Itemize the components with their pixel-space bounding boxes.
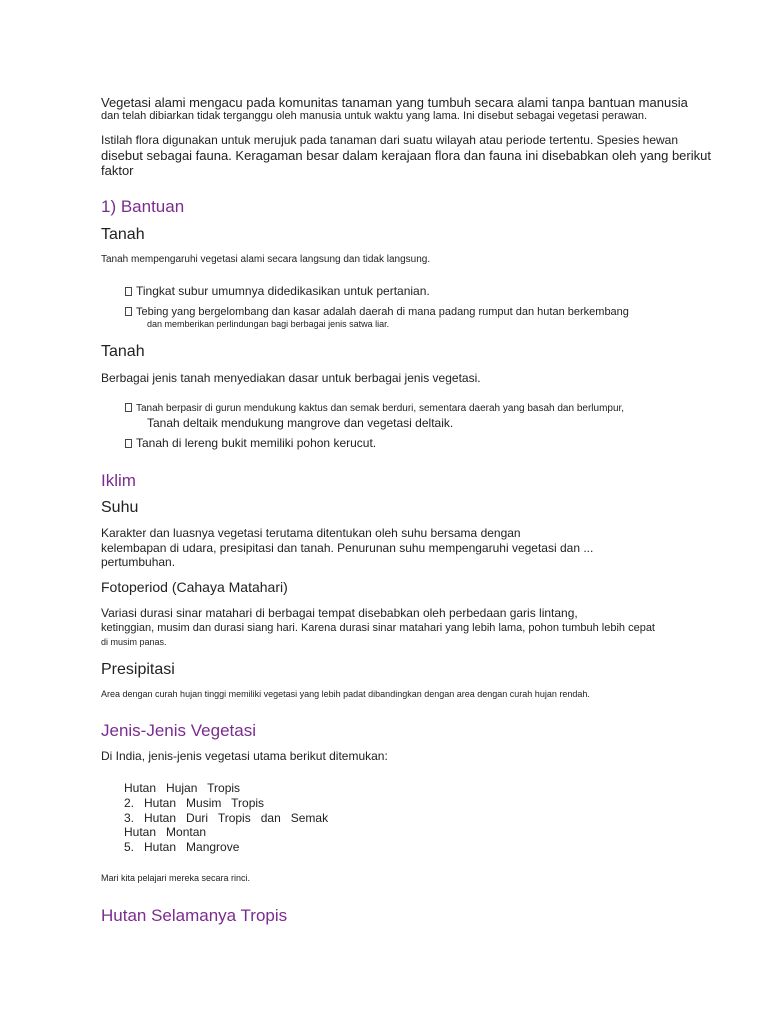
- intro-line-1: Vegetasi alami mengacu pada komunitas tanaman yang tumbuh secara alami tanpa bantuan manusia: [101, 95, 688, 110]
- heading-presipitasi: Presipitasi: [101, 661, 175, 678]
- suhu-line-2: kelembapan di udara, presipitasi dan tanah. Penurunan suhu mempengaruhi vegetasi dan ...: [101, 541, 594, 555]
- list-item: 2. Hutan Musim Tropis: [124, 796, 265, 810]
- suhu-line-3: pertumbuhan.: [101, 555, 176, 569]
- suhu-line-1: Karakter dan luasnya vegetasi terutama ditentukan oleh suhu bersama dengan: [101, 526, 521, 540]
- heading-iklim: Iklim: [101, 471, 136, 490]
- list-item: 5. Hutan Mangrove: [124, 840, 240, 854]
- list-item: Tanah berpasir di gurun mendukung kaktus dan semak berduri, sementara daerah yang basah dan berlumpur,: [125, 402, 624, 415]
- foto-line-3: di musim panas.: [101, 637, 167, 647]
- heading-hutan-selamanya-tropis: Hutan Selamanya Tropis: [101, 906, 288, 925]
- bullet-icon: [125, 439, 132, 448]
- list-item: 3. Hutan Duri Tropis dan Semak: [124, 811, 329, 825]
- intro-para2-line-2: disebut sebagai fauna. Keragaman besar dalam kerajaan flora dan fauna ini disebabkan oleh yang berikut: [101, 148, 711, 163]
- list-item: Tingkat subur umumnya didedikasikan untuk pertanian.: [125, 284, 430, 299]
- list-item: Tanah di lereng bukit memiliki pohon kerucut.: [125, 436, 376, 451]
- heading-tanah-2: Tanah: [101, 343, 145, 360]
- list-item-continuation: Tanah deltaik mendukung mangrove dan vegetasi deltaik.: [147, 416, 454, 430]
- list-item: Hutan Hujan Tropis: [124, 781, 241, 795]
- heading-tanah-1: Tanah: [101, 226, 145, 243]
- foto-line-1: Variasi durasi sinar matahari di berbagai tempat disebabkan oleh perbedaan garis lintang,: [101, 606, 578, 620]
- heading-bantuan: 1) Bantuan: [101, 197, 185, 216]
- list-item: Tebing yang bergelombang dan kasar adalah daerah di mana padang rumput dan hutan berkembang: [125, 305, 629, 319]
- presipitasi-text: Area dengan curah hujan tinggi memiliki vegetasi yang lebih padat dibandingkan dengan area dengan curah hujan rendah.: [101, 689, 590, 699]
- heading-jenis-vegetasi: Jenis-Jenis Vegetasi: [101, 721, 256, 740]
- bullet-icon: [125, 307, 132, 316]
- jenis-intro: Di India, jenis-jenis vegetasi utama berikut ditemukan:: [101, 749, 388, 763]
- intro-para2-line-1: Istilah flora digunakan untuk merujuk pada tanaman dari suatu wilayah atau periode tertentu. Spesies hewan: [101, 133, 679, 147]
- tanah-2-text: Berbagai jenis tanah menyediakan dasar untuk berbagai jenis vegetasi.: [101, 371, 481, 385]
- foto-line-2: ketinggian, musim dan durasi siang hari. Karena durasi sinar matahari yang lebih lama, pohon tumbuh lebih cepat: [101, 622, 655, 634]
- intro-para2-line-3: faktor: [101, 163, 134, 178]
- jenis-outro: Mari kita pelajari mereka secara rinci.: [101, 873, 251, 883]
- tanah-1-text: Tanah mempengaruhi vegetasi alami secara langsung dan tidak langsung.: [101, 254, 431, 265]
- heading-suhu: Suhu: [101, 499, 139, 516]
- intro-line-2: dan telah dibiarkan tidak terganggu oleh manusia untuk waktu yang lama. Ini disebut sebagai vegetasi perawan.: [101, 110, 648, 122]
- list-item-continuation: dan memberikan perlindungan bagi berbagai jenis satwa liar.: [147, 319, 390, 329]
- list-item: Hutan Montan: [124, 825, 207, 839]
- bullet-icon: [125, 403, 132, 412]
- heading-fotoperiod: Fotoperiod (Cahaya Matahari): [101, 579, 288, 595]
- bullet-icon: [125, 287, 132, 296]
